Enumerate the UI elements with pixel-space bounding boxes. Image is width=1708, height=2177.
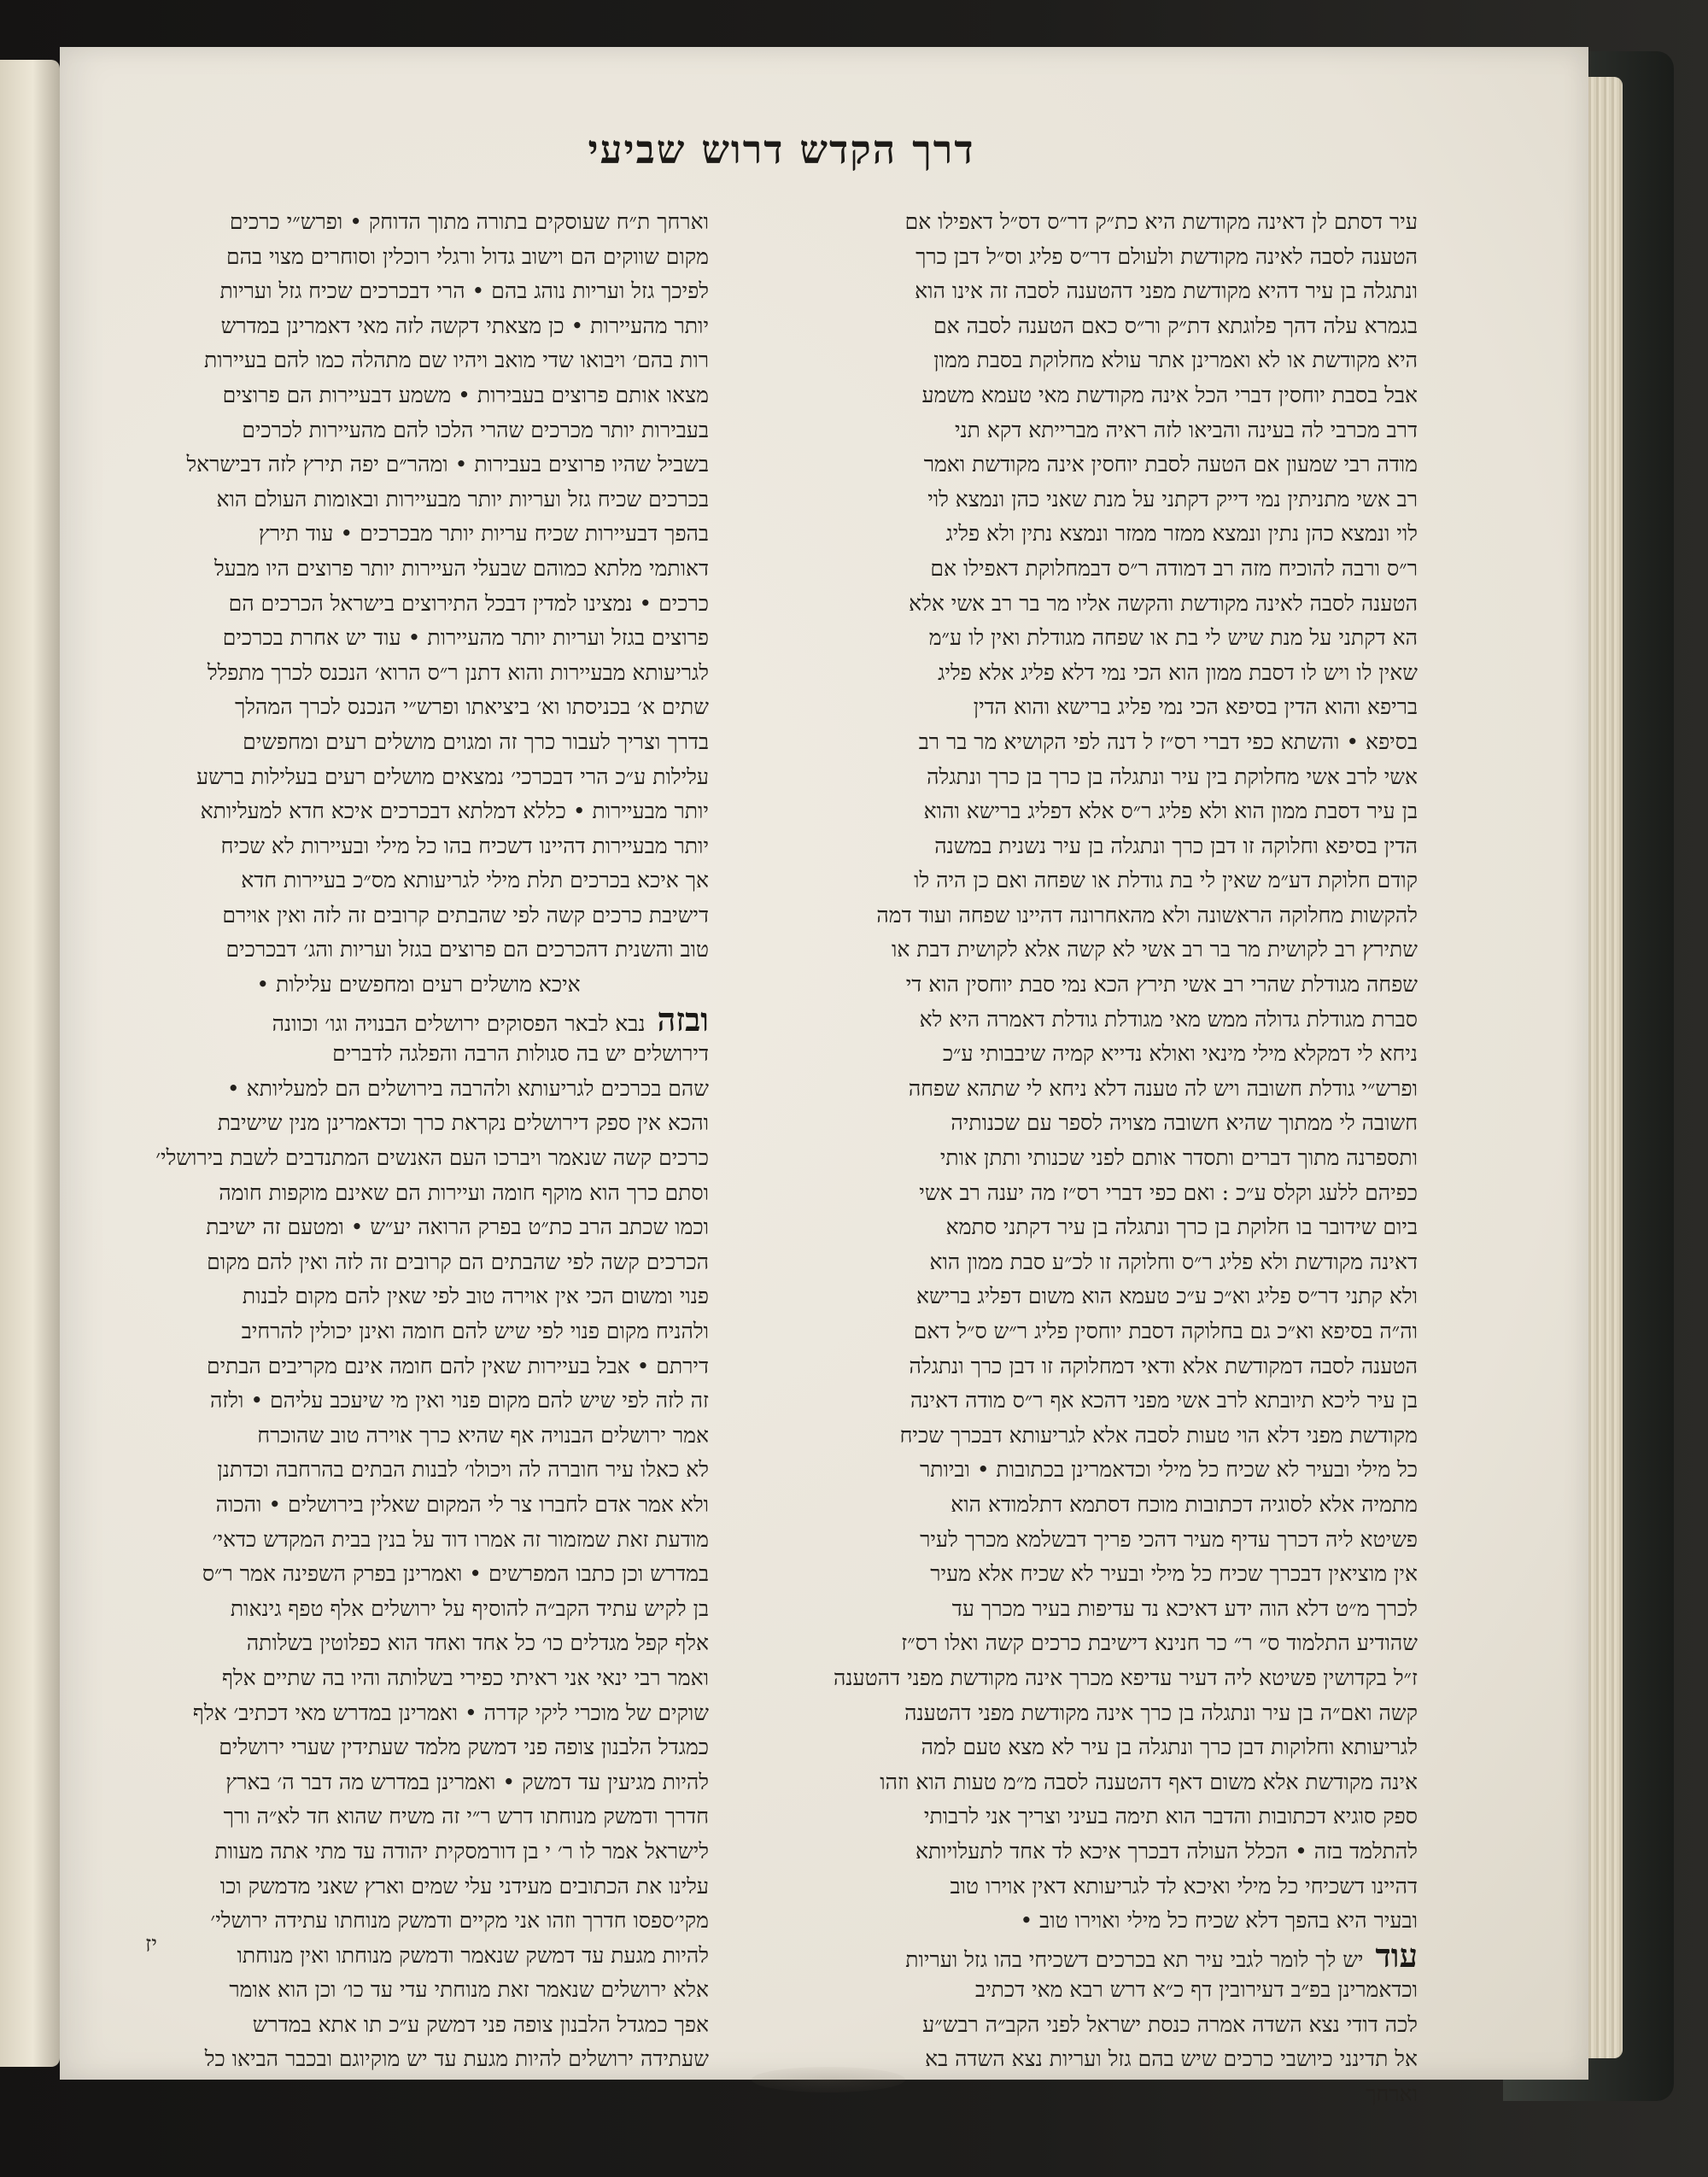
text-line: ולא אמר אדם לחברו צר לי המקום שאלין בירושלים • והכוה	[215, 1491, 709, 1517]
text-line: לכה דודי נצא השדה אמרה כנסת ישראל לפני הקב״ה רבש״ע	[922, 2011, 1418, 2037]
text-line: ובעיר היא בהפך דלא שכיח כל מילי ואוירו טוב •	[1020, 1908, 1418, 1934]
text-line: זה לזה לפי שיש להם מקום פנוי ואין מי שיעכב עליהם • ולזה	[209, 1388, 709, 1413]
text-line: רב אשי מתניתין נמי דייק דקתני על מנת שאני כהן ונמצא לוי	[927, 486, 1418, 512]
text-line: חשובה לי ממתוך שהיא חשובה מצויה לספר עם שכנותיה	[951, 1110, 1418, 1136]
text-line: שתירץ רב לקושית מר בר רב אשי לא קשה אלא לקושית דבת או	[891, 937, 1418, 963]
text-line: הדין בסיפא וחלוקה זו דבן כרך ונתגלה בן עיר נשנית במשנה	[934, 833, 1418, 858]
text-line: וה״ה בסיפא וא״כ גם בחלוקה דסבת יוחסין פליג ר״ש ס״ל דאם	[913, 1319, 1418, 1343]
lead-word: עוד	[1375, 1938, 1418, 1974]
text-line: בריפא והוא הדין בסיפא הכי נמי פליג ברישא והוא הדין	[973, 694, 1418, 720]
text-line: וסתם כרך הוא מוקף חומה ועיירות הם שאינם מוקפות חומה	[219, 1179, 709, 1205]
text-line: לכרך מ״ט דלא הוה ידע דאיכא נד עדיפות בעיר מכרך עד	[951, 1595, 1418, 1621]
lead-line-text: נבא לבאר הפסוקים ירושלים הבנויה וגו׳ וכוונה	[272, 1010, 646, 1036]
text-line: יותר מבעיירות דהיינו דשכיח בהו כל מילי ובעיירות לא שכיח	[220, 833, 709, 858]
text-line: פשיטא ליה דכרך עדיף מעיר דהכי פריך דבשלמא מכרך לעיר	[920, 1526, 1418, 1552]
text-line: עלינו את הכתובים מעידני עלי שמים וארץ שאני מדמשק וכו	[219, 1873, 709, 1899]
lead-line	[734, 1939, 1418, 1974]
text-line: להתלמד בזה • הכלל העולה דבכרך איכא לד אחד לתעלויותא	[915, 1838, 1418, 1864]
text-line: דאותמי מלתא כמוהם שבעלי העיירות יותר פרוצים היו מבעל	[214, 555, 709, 581]
text-line: דירושלים יש בה סגולות הרבה והפלגה לדברים	[332, 1041, 709, 1067]
text-line: וכמו שכתב הרב כת״ט בפרק הרואה יע״ש • ומטעם זה ישיבת	[206, 1214, 709, 1240]
lead-word: ובזה	[657, 1002, 709, 1038]
text-line: אינה מקודשת אלא משום דאף דהטענה לסבה מ״מ טעות הוא וזהו	[880, 1769, 1418, 1794]
text-line: אפך כמגדל הלבנון צופה פני דמשק ע״כ תו אתא במדרש	[252, 2011, 709, 2037]
text-line: לישראל אמר לו ר׳ י בן דורמסקית יהודה עד מתי אתה מעוות	[214, 1838, 709, 1864]
text-line: אלף קפל מגדלים כו׳ כל אחד ואחד הוא כפלוטין בשלותה	[246, 1630, 709, 1656]
running-head: דרך הקדש דרוש שביעי	[588, 126, 975, 173]
text-line: להיות מגיעין עד דמשק • ואמרינן במדרש מה דבר ה׳ בארץ	[225, 1769, 709, 1794]
text-line: בן עיר דסבת ממון הוא ולא פליג ר״ס אלא דפליג ברישא והוא	[923, 799, 1418, 824]
text-line: שוקים של מוכרי ליקי קדרה • ואמרינן במדרש מאי דכתיב׳ אלף	[192, 1700, 709, 1725]
text-line: שתים א׳ בכניסתו וא׳ ביציאתו ופרש״י הנכנס לכרך המהלך	[235, 694, 709, 720]
text-line: כל מילי ובעיר לא שכיח כל מילי וכדאמרינן בכתובות • וביותר	[919, 1457, 1418, 1483]
text-line: בסיפא • והשתא כפי דברי רס״ז ל דנה לפי הקושיא מר בר רב	[918, 729, 1418, 754]
text-line: ולא קתני דר״ס פליג וא״כ ע״כ טעמא הוא משום דפליג ברישא	[915, 1284, 1418, 1309]
text-line: איכא מושלים רעים ומחפשים עלילות •	[256, 972, 581, 998]
text-line: לוי ונמצא כהן נתין ונמצא ממזר ממזר ונמצא נתין ולא פליג	[945, 521, 1418, 547]
text-line: בן לקיש עתיד הקב״ה להוסיף על ירושלים אלף טפף גינאות	[230, 1595, 709, 1621]
text-line: אל תדינני כיושבי כרכים שיש בהם גזל ועריות נצא השדה בא	[925, 2046, 1418, 2072]
text-line: דישיבת כרכים קשה לפי שהבתים קרובים זה לזה ואין אוירם	[222, 902, 709, 928]
text-line: היא מקודשת או לא ואמרינן אתר עולא מחלוקת בסבת ממון	[933, 348, 1418, 373]
text-line: פרוצים בגזל ועריות יותר מהעיירות • עוד יש אחרת בכרכים	[222, 625, 709, 651]
text-line: מקודשת מפני דלא הוי טעות לסבה אלא לגריעותא דבכרך שכיח	[899, 1422, 1418, 1448]
text-line: ואמר רבי ינאי אני ראיתי כפירי בשלותה והיו בה שתיים אלף	[221, 1665, 709, 1690]
text-line: אבל בסבת יוחסין דברי הכל אינה מקודשת מאי טעמא משמע	[921, 382, 1418, 407]
text-line: כמגדל הלבנון צופה פני דמשק מלמד שעתידין שערי ירושלים	[219, 1735, 709, 1760]
text-line: אמר ירושלים הבנויה אף שהיא כרך אוירה טוב שהוכרח	[257, 1422, 709, 1448]
text-line: להקשות מחלוקה הראשונה ולא מהאחרונה דהיינו שפחה ועוד דמה	[876, 902, 1418, 928]
folio-number: יז	[145, 1932, 158, 1958]
text-line: שעתידה ירושלים להיות מגעת עד יש מוקיוגם ובכבר הביאו כל	[204, 2046, 709, 2072]
text-line: סברת מגודלת גדולה ממש מאי מגודלת גודלת דאמרה היא לא	[919, 1006, 1418, 1032]
text-line: שפחה מגודלת שהרי רב אשי תירץ הכא נמי סבת יוחסין הוא די	[905, 972, 1418, 998]
text-line: הטענה לסבה לאינה מקודשת ולעולם דר״ס פליג וס״ל דבן כרך	[915, 243, 1418, 269]
text-line: פנוי ומשום הכי אין אוירה טוב לפי שאין להם מקום לבנות	[242, 1284, 709, 1309]
left-column	[128, 205, 709, 2072]
text-line: בעבירות יותר מכרכים שהרי הלכו להם מהעיירות לכרכים	[242, 417, 709, 442]
text-line: והכא אין ספק דירושלים נקראת כרך וכדאמרינן מנין שישיבת	[217, 1110, 709, 1136]
text-line: מקום שווקים הם וישוב גדול ורגלי רוכלין וסוחרים מצוי בהם	[225, 243, 709, 269]
text-line: רות בהם׳ ויבואו שדי מואב ויהיו שם מתהלה כמו להם בעיירות	[204, 348, 709, 373]
text-line: הא דקתני על מנת שיש לי בת או שפחה מגודלת ואין לו ע״מ	[928, 625, 1418, 651]
text-line: דירתם • אבל בעיירות שאין להם חומה אינם מקריבים הבתים	[206, 1353, 709, 1378]
text-line: עיר דסתם לן דאינה מקודשת היא כת״ק דר״ס דס״ל דאפילו אם	[904, 209, 1418, 234]
page-stain	[752, 2067, 905, 2092]
text-line: לגריעותא וחלוקות דבן כרך ונתגלה בן עיר לא מצא טעם למה	[921, 1735, 1418, 1760]
text-line: הטענה לסבה דמקודשת אלא ודאי דמחלוקה זו דבן כרך ונתגלה	[909, 1353, 1418, 1378]
text-line: חדרך ודמשק מנוחתו דרש ר״י זה משיח שהוא חד לא״ה ורך	[223, 1804, 709, 1829]
text-line: הכרכים קשה לפי שהבתים הם קרובים זה לזה ואין להם מקום	[207, 1249, 709, 1274]
text-line: ולהניח מקום פנוי לפי שיש להם חומה ואינן יכולין להרחיב	[241, 1319, 709, 1343]
text-line: ביום שידובר בו חלוקת בן כרך ונתגלה בן עיר דקתני סתמא	[945, 1214, 1418, 1240]
text-line: בדרך וצריך לעבור כרך זה ומגוים מושלים רעים ומחפשים	[243, 729, 709, 754]
text-line: בן עיר ליכא תיובתא לרב אשי מפני דהכא אף ר״ס מודה דאינה	[910, 1388, 1418, 1413]
text-line: אך איכא בכרכים תלת מילי לגריעותא מס״כ בעיירות חדא	[241, 868, 709, 893]
text-line: מודעת זאת שמזמור זה אמרו דוד על בנין בבית המקדש כדאי׳	[212, 1526, 709, 1552]
text-line: ז״ל בקדושין פשיטא ליה דעיר עדיפא מכרך אינה מקודשת מפני דהטענה	[833, 1665, 1418, 1690]
text-line: דרב מכרבי לה בעינה והביאו לזה ראיה מברייתא דקא תני	[954, 417, 1418, 442]
text-line: בשביל שהיו פרוצים בעבירות • ומהר״ם יפה תירץ לזה דבישראל	[186, 452, 709, 477]
text-line: ונתגלה בן עיר דהיא מקודשת מפני דהטענה לסבה זה אינו הוא	[915, 278, 1418, 304]
text-line: עלילות ע״כ הרי דבכרכי׳ נמצאים מושלים רעים בעלילות ברשע	[196, 764, 709, 789]
text-line: מצאו אותם פרוצים בעבירות • משמע דבעיירות הם פרוצים	[222, 382, 709, 407]
text-line: ופרש״י גודלת חשובה ויש לה טענה דלא ניחא לי שתהא שפחה	[908, 1075, 1418, 1101]
text-line: מקי׳ספסו חדרך וזהו אני מקיים ודמשק מנוחתו עתידה ירושלי׳	[210, 1908, 709, 1934]
lead-line	[128, 1003, 709, 1038]
text-line: אשי לרב אשי מחלוקת בין עיר ונתגלה בן כרך בן כרך ונתגלה	[927, 764, 1418, 789]
text-line: לגריעותא מבעיירות והוא דתנן ר״ס הרוא׳ הנכנס לכרך מתפלל	[207, 659, 709, 685]
left-page-edge	[0, 60, 60, 2067]
text-line: להיות מגעת עד דמשק שנאמר ודמשק מנוחתו ואין מנוחתו	[237, 1942, 709, 1968]
lead-line-text: יש לך לומר לגבי עיר תא בכרכים דשכיחי בהו גזל ועריות	[905, 1946, 1364, 1972]
text-line: בכרכים שכיח גזל ועריות יותר מבעיירות ובאומות העולם הוא	[216, 486, 709, 512]
text-line: בגמרא עלה דהך פלוגתא דת״ק ור״ס כאם הטענה לסבה אם	[933, 313, 1418, 338]
text-line: ותספרנה מתוך דברים ותסדר אותם לפני שכנותי ותתן אותי	[939, 1145, 1418, 1171]
text-line: לפיכך גזל ועריות נוהג בהם • הרי דבכרכים שכיח גזל ועריות	[219, 278, 709, 304]
text-line: קשה ואם״ה בן עיר ונתגלה בן כרך אינה מקודשת מפני דהטענה	[904, 1700, 1418, 1725]
text-line: וארחך	[1366, 2081, 1418, 2107]
text-line: במדרש וכן כתבו המפרשים • ואמרינן בפרק השפינה אמר ר״ס	[202, 1561, 709, 1587]
text-line: כרכים • נמצינו למדין דבכל התירוצים בישראל הכרכים הם	[228, 590, 709, 616]
text-line: וארחך ת״ח שעוסקים בתורה מתוך הדוחק • ופרש״י כרכים	[229, 209, 709, 234]
text-line: יותר מבעיירות • כללא דמלתא דבכרכים איכא חדא למעליותא	[200, 799, 709, 824]
text-line: כרכים קשה שנאמר ויברכו העם האנשים המתנדבים לשבת בירושלי׳	[155, 1145, 709, 1171]
text-line: ספק סוגיא דכתובות והדבר הוא תימה בעיני וצריך אני לרבותי	[923, 1804, 1418, 1829]
text-line: יותר מהעיירות • כן מצאתי דקשה לזה מאי דאמרינן במדרש	[220, 313, 709, 338]
text-line: טוב והשנית דהכרכים הם פרוצים בגזל ועריות והג׳ דבכרכים	[225, 937, 709, 963]
text-line: כפיהם ללעג וקלס ע״כ : ואם כפי דברי רס״ז מה יענה רב אשי	[919, 1179, 1418, 1205]
text-line: לא כאלו עיר חוברה לה ויכולו׳ לבנות הבתים בהרחבה וכדתנן	[217, 1457, 709, 1483]
text-line: ניחא לי דמקלא מילי מינאי ואולא נדייא קמיה שיבבותי ע״כ	[942, 1041, 1418, 1067]
text-line: וכדאמרינן בפ״ב דעירובין דף כ״א דרש רבא מאי דכתיב	[975, 1977, 1418, 2003]
text-line: אלא ירושלים שנאמר זאת מנוחתי עדי עד כו׳ וכן הוא אומר	[229, 1977, 709, 2003]
text-line: דאינה מקודשת ולא פליג ר״ס וחלוקה זו לכ״ע סבת ממון הוא	[929, 1249, 1418, 1274]
text-line: שאין לו ויש לו דסבת ממון הוא הכי נמי דלא פליג אלא פליג	[938, 659, 1418, 685]
text-line: שהודיע התלמוד ס״ ר״ כר חנינא דישיבת כרכים קשה ואלו רס״ז	[901, 1630, 1418, 1656]
text-line: דהיינו דשכיחי כל מילי ואיכא לד לגריעותא דאין אוירו טוב	[950, 1873, 1418, 1899]
text-line: ר״ס ורבה להוכיח מזה רב דמודה ר״ס דבמחלוקת דאפילו אם	[930, 555, 1418, 581]
text-line: אין מוציאין דבכרך שכיח כל מילי ובעיר לא שכיח אלא מעיר	[930, 1561, 1418, 1587]
text-line: שהם בכרכים לגריעותא ולהרבה בירושלים הם למעליותא •	[226, 1075, 709, 1101]
text-line: קודם חלוקת דע״מ שאין לי בת גודלת או שפחה ואם כן היה לו	[914, 868, 1418, 893]
text-line: מודה רבי שמעון אם הטעה לסבת יוחסין אינה מקודשת ואמר	[923, 452, 1418, 477]
text-line: מתמיה אלא לסוגיה דכתובות מוכח דסתמא דתלמודא הוא	[951, 1491, 1418, 1517]
text-line: הטענה לסבה לאינה מקודשת והקשה אליו מר בר רב אשי אלא	[909, 590, 1418, 616]
text-line: בהפך דבעיירות שכיח עריות יותר מבכרכים • עוד תירץ	[258, 521, 709, 547]
right-column	[734, 205, 1418, 2107]
